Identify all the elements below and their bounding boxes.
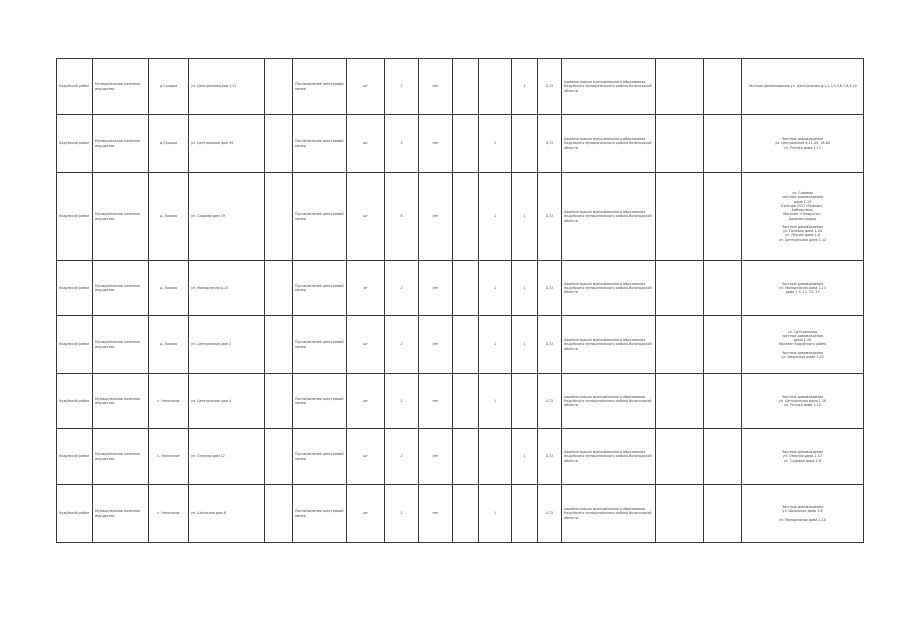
address-line: Частные домовладения (781, 505, 824, 510)
value-cell (453, 59, 479, 115)
registry-cell: Постановление реестровый номер (293, 429, 347, 485)
address-line: Магазин «Продукты», (783, 212, 822, 217)
address-line: ул. Молодежная дома 1-13 (779, 285, 826, 290)
locality-cell: с. Нелазское (149, 485, 189, 543)
empty-cell (656, 316, 704, 374)
registry-cell: Постановление реестровый номер (293, 59, 347, 115)
table-row (57, 59, 864, 115)
table-row (57, 374, 864, 429)
address-line: ул. Лесная дома 1-8 (785, 233, 820, 238)
cover-cell: нет (419, 316, 453, 374)
address-line: Частные домовладения ул. Центральная д.1,2,3,4,5,6,7,8,9,10 (748, 84, 857, 89)
owner-cell: Администрация муниципального образования Кадуйского муниципального района Вологодской области (562, 316, 656, 374)
empty-cell (704, 261, 742, 316)
object-type-cell: Муниципальное казенное имущество (93, 59, 149, 115)
value-cell (453, 485, 479, 543)
district-cell: Кадуйский район (57, 115, 93, 173)
cover-cell: нет (419, 485, 453, 543)
empty-cell (704, 485, 742, 543)
value-cell (453, 316, 479, 374)
owner-cell: Администрация муниципального образования Кадуйского муниципального района Вологодской области (562, 59, 656, 115)
object-type-cell: Муниципальное казенное имущество (93, 429, 149, 485)
volume-cell: 0,72 (538, 173, 562, 261)
quantity-cell: 2 (385, 59, 419, 115)
address-line: частные домовладения (782, 195, 823, 200)
district-cell: Кадуйский район (57, 374, 93, 429)
unit-cell: шт (347, 429, 385, 485)
value-cell (453, 115, 479, 173)
value-cell (453, 429, 479, 485)
volume-cell: 0,72 (538, 261, 562, 316)
value-cell (512, 485, 538, 543)
address-line: ул. Садовая (792, 191, 813, 196)
owner-cell: Администрация муниципального образования Кадуйского муниципального района Вологодской области (562, 374, 656, 429)
quantity-cell: 2 (385, 429, 419, 485)
quantity-cell: 2 (385, 261, 419, 316)
address-line: Частные домовладения (781, 224, 824, 229)
quantity-cell: 2 (385, 115, 419, 173)
address-line: Магазин Кадуйского райпо (778, 342, 827, 347)
address-line: ул. Центральная д.11-49, 16-60 (775, 141, 830, 146)
empty-cell (704, 115, 742, 173)
street-cell: ул. Центральная дом 2 (189, 316, 265, 374)
registry-cell: Постановление реестровый номер (293, 173, 347, 261)
street-cell: ул. Садовая дом 19 (189, 173, 265, 261)
locality-cell: с. Нелазское (149, 374, 189, 429)
owner-cell: Администрация муниципального образования Кадуйского муниципального района Вологодской области (562, 261, 656, 316)
table-row (57, 173, 864, 261)
registry-cell: Постановление реестровый номер (293, 261, 347, 316)
street-cell: ул. Молодежная д.13 (189, 261, 265, 316)
value-cell (453, 173, 479, 261)
empty-cell (265, 173, 293, 261)
volume-cell: 0,72 (538, 59, 562, 115)
table-row (57, 115, 864, 173)
registry-table (56, 58, 864, 543)
served-addresses-cell (742, 374, 864, 429)
value-cell: 1 (479, 115, 512, 173)
registry-cell: Постановление реестровый номер (293, 115, 347, 173)
address-line: ул. Озерная дома 1-12 (782, 454, 823, 459)
served-addresses-cell (742, 173, 864, 261)
empty-cell (265, 261, 293, 316)
quantity-cell: 8 (385, 173, 419, 261)
registry-cell: Постановление реестровый номер (293, 485, 347, 543)
object-type-cell: Муниципальное казенное имущество (93, 316, 149, 374)
unit-cell: шт (347, 59, 385, 115)
address-line: Частные домовладения (781, 450, 824, 455)
volume-cell: 0,72 (538, 115, 562, 173)
address-line: ул. Школьная дома 1-10 (781, 355, 824, 359)
district-cell: Кадуйский район (57, 485, 93, 543)
cover-cell: нет (419, 261, 453, 316)
table-row (57, 429, 864, 485)
empty-cell (265, 429, 293, 485)
object-type-cell: Муниципальное казенное имущество (93, 374, 149, 429)
address-line: Контора ООО «Зыково», (781, 203, 824, 208)
value-cell: 1 (479, 485, 512, 543)
address-line: Частные домовладения (781, 394, 824, 399)
street-cell: ул. Центральная дом 49 (189, 115, 265, 173)
value-cell (453, 261, 479, 316)
unit-cell: шт (347, 115, 385, 173)
value-cell: 1 (512, 429, 538, 485)
empty-cell (704, 429, 742, 485)
locality-cell: д.Сухорье (149, 59, 189, 115)
empty-cell (656, 374, 704, 429)
address-line: дома 1-19 (793, 199, 812, 204)
registry-cell: Постановление реестровый номер (293, 316, 347, 374)
table-row (57, 261, 864, 316)
value-cell: 1 (512, 59, 538, 115)
volume-cell: 0,72 (538, 429, 562, 485)
value-cell (512, 374, 538, 429)
address-line: Частные домовладения (781, 281, 824, 286)
locality-cell: д. Зыково (149, 173, 189, 261)
owner-cell: Администрация муниципального образования Кадуйского муниципального района Вологодской области (562, 485, 656, 543)
street-cell: ул. Школьная дом 8 (189, 485, 265, 543)
empty-cell (265, 115, 293, 173)
district-cell: Кадуйский район (57, 429, 93, 485)
cover-cell: нет (419, 173, 453, 261)
address-line: Библиотека, (791, 208, 814, 213)
table-row (57, 316, 864, 374)
address-line: ул. Садовая дома 1-8 (783, 458, 821, 463)
empty-cell (265, 316, 293, 374)
empty-cell (656, 485, 704, 543)
address-line: ул. Центральная дома 1-12 (778, 237, 827, 242)
unit-cell: шт (347, 485, 385, 543)
address-line: ул. Полевая дома 1-20 (782, 229, 823, 234)
quantity-cell: 2 (385, 374, 419, 429)
empty-cell (704, 316, 742, 374)
value-cell: 1 (512, 173, 538, 261)
owner-cell: Администрация муниципального образования Кадуйского муниципального района Вологодской области (562, 115, 656, 173)
address-line: ул. Речная дома 1-10 (784, 403, 821, 408)
district-cell: Кадуйский район (57, 316, 93, 374)
value-cell: 1 (512, 316, 538, 374)
address-line: ул. Речная дома 1-12 (784, 145, 821, 150)
locality-cell: д. Зыково (149, 316, 189, 374)
empty-cell (265, 485, 293, 543)
registry-cell: Постановление реестровый номер (293, 374, 347, 429)
cover-cell: нет (419, 115, 453, 173)
object-type-cell: Муниципальное казенное имущество (93, 173, 149, 261)
object-type-cell: Муниципальное казенное имущество (93, 115, 149, 173)
locality-cell: с. Нелазское (149, 429, 189, 485)
value-cell (453, 374, 479, 429)
address-line: ул. Центральная дома 1-18 (778, 398, 827, 403)
address-line: Частные домовладения (781, 350, 824, 355)
value-cell: 1 (512, 261, 538, 316)
value-cell: 1 (479, 316, 512, 374)
cover-cell: нет (419, 429, 453, 485)
volume-cell: 0,72 (538, 374, 562, 429)
owner-cell: Администрация муниципального образования Кадуйского муниципального района Вологодской области (562, 429, 656, 485)
value-cell: 1 (479, 261, 512, 316)
value-cell (512, 115, 538, 173)
empty-cell (704, 173, 742, 261)
object-type-cell: Муниципальное казенное имущество (93, 485, 149, 543)
table-row (57, 485, 864, 543)
district-cell: Кадуйский район (57, 59, 93, 115)
empty-cell (656, 261, 704, 316)
empty-cell (656, 115, 704, 173)
object-type-cell: Муниципальное казенное имущество (93, 261, 149, 316)
district-cell: Кадуйский район (57, 261, 93, 316)
empty-cell (704, 374, 742, 429)
served-addresses-cell (742, 429, 864, 485)
unit-cell: шт (347, 173, 385, 261)
unit-cell: шт (347, 374, 385, 429)
value-cell (479, 59, 512, 115)
empty-cell (704, 59, 742, 115)
empty-cell (656, 429, 704, 485)
street-cell: ул. Центральная(дом 1,2) (189, 59, 265, 115)
address-line: ул. Центральная (787, 329, 818, 334)
unit-cell: м³ (347, 261, 385, 316)
cover-cell: нет (419, 59, 453, 115)
address-line: ул. Молодежная дома 1-10 (779, 517, 826, 522)
value-cell: 1 (479, 173, 512, 261)
empty-cell (656, 59, 704, 115)
served-addresses-cell (742, 261, 864, 316)
served-addresses-cell (742, 485, 864, 543)
quantity-cell: 2 (385, 485, 419, 543)
street-cell: ул. Центральная дом 4 (189, 374, 265, 429)
served-addresses-cell (742, 316, 864, 374)
address-line: дома 1-18 (793, 338, 812, 343)
unit-cell: шт (347, 316, 385, 374)
value-cell (479, 429, 512, 485)
address-line: Администрация (788, 216, 817, 221)
quantity-cell: 2 (385, 316, 419, 374)
empty-cell (265, 374, 293, 429)
empty-cell (265, 59, 293, 115)
volume-cell: 0,72 (538, 316, 562, 374)
street-cell: ул. Озерная дом 12 (189, 429, 265, 485)
value-cell: 1 (479, 374, 512, 429)
address-line: Частные домовладения (781, 137, 824, 142)
served-addresses-cell (742, 115, 864, 173)
owner-cell: Администрация муниципального образования Кадуйского муниципального района Вологодской области (562, 173, 656, 261)
locality-cell: д. Зыково (149, 261, 189, 316)
empty-cell (656, 173, 704, 261)
district-cell: Кадуйский район (57, 173, 93, 261)
locality-cell: д.Сухорье (149, 115, 189, 173)
volume-cell: 0,72 (538, 485, 562, 543)
cover-cell: нет (419, 374, 453, 429)
served-addresses-cell (742, 59, 864, 115)
address-line: дома 1-9, 11, 12, 13 (785, 290, 820, 295)
address-line: частные домовладения (782, 333, 823, 338)
address-line: ул. Школьная дома 1-8 (782, 509, 823, 514)
